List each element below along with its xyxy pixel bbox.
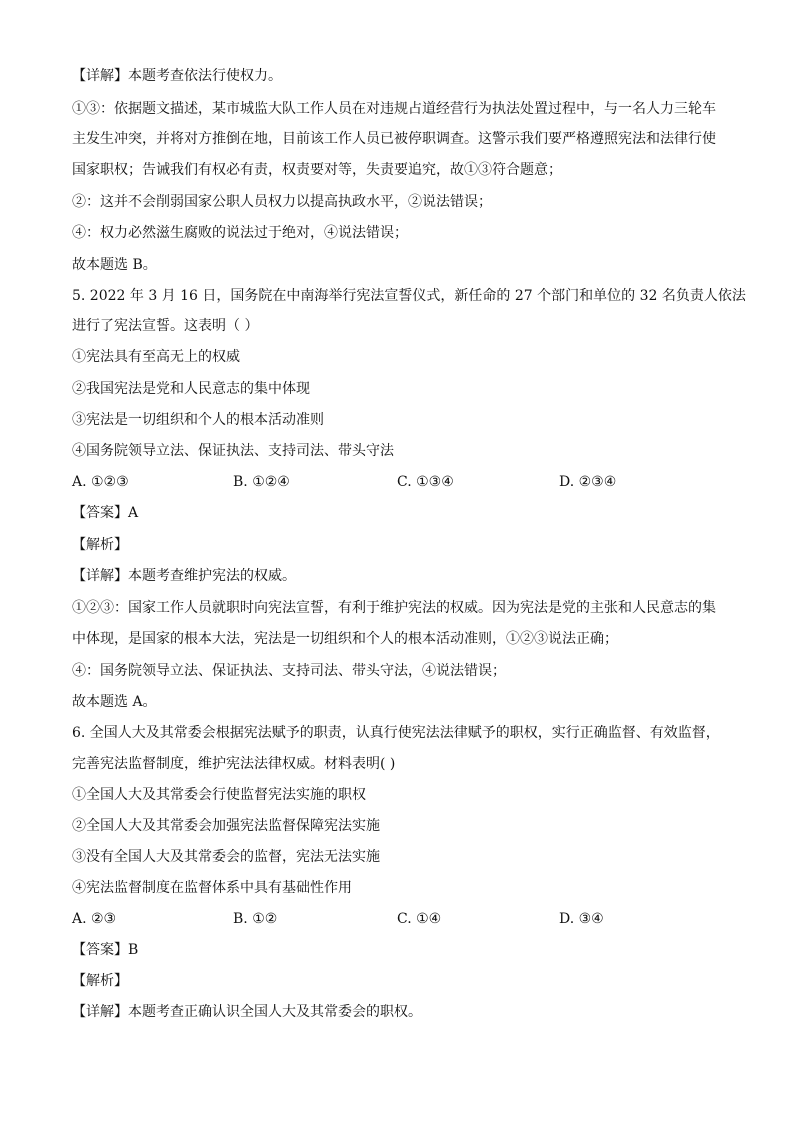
analysis-label: 【解析】 [72,537,128,553]
explanation-line: ②：这并不会削弱国家公职人员权力以提高执政水平，②说法错误； [72,194,492,210]
question-stem: 6. 全国人大及其常委会根据宪法赋予的职责，认真行使宪法法律赋予的职权，实行正确监督、有效监督， [72,725,720,741]
question-stem: 5. 2022 年 3 月 16 日，国务院在中南海举行宪法宣誓仪式，新任命的 27 个部门和单位的 32 名负责人依法 [72,288,746,304]
explanation-line: ④：国务院领导立法、保证执法、支持司法、带头守法，④说法错误； [72,663,506,679]
conclusion-text: 故本题选 A。 [72,694,157,710]
detail-heading: 【详解】本题考查正确认识全国人大及其常委会的职权。 [72,1004,422,1020]
option-a: A. ①②③ [72,474,129,490]
statement-3: ③宪法是一切组织和个人的根本活动准则 [72,412,324,428]
question-stem: 完善宪法监督制度，维护宪法法律权威。材料表明( ) [72,756,396,772]
analysis-label: 【解析】 [72,973,128,989]
statement-2: ②我国宪法是党和人民意志的集中体现 [72,381,310,397]
option-a: A. ②③ [72,911,117,927]
statement-4: ④宪法监督制度在监督体系中具有基础性作用 [72,880,352,896]
option-c: C. ①④ [397,911,442,927]
option-d: D. ②③④ [559,474,617,490]
explanation-line: 中体现，是国家的根本大法，宪法是一切组织和个人的根本活动准则，①②③说法正确； [72,631,618,647]
question-stem: 进行了宪法宣誓。这表明（ ） [72,318,259,334]
statement-4: ④国务院领导立法、保证执法、支持司法、带头守法 [72,443,394,459]
statement-1: ①全国人大及其常委会行使监督宪法实施的职权 [72,787,366,803]
detail-heading: 【详解】本题考查依法行使权力。 [72,68,282,84]
option-d: D. ③④ [559,911,604,927]
option-c: C. ①③④ [397,474,454,490]
option-b: B. ①②④ [233,474,290,490]
explanation-line: 主发生冲突，并将对方推倒在地，目前该工作人员已被停职调查。这警示我们要严格遵照宪法和法律行使 [72,131,716,147]
conclusion-text: 故本题选 B。 [72,257,157,273]
answer-label: 【答案】B [72,942,139,958]
detail-heading: 【详解】本题考查维护宪法的权威。 [72,568,296,584]
explanation-line: 国家职权；告诫我们有权必有责，权责要对等，失责要追究，故①③符合题意； [72,162,562,178]
answer-label: 【答案】A [72,505,139,521]
statement-1: ①宪法具有至高无上的权威 [72,349,240,365]
option-b: B. ①② [233,911,278,927]
statement-2: ②全国人大及其常委会加强宪法监督保障宪法实施 [72,818,380,834]
explanation-line: ①②③：国家工作人员就职时向宪法宣誓，有利于维护宪法的权威。因为宪法是党的主张和人民意志的集 [72,600,716,616]
explanation-line: ①③：依据题文描述，某市城监大队工作人员在对违规占道经营行为执法处置过程中，与一名人力三轮车 [72,101,716,117]
statement-3: ③没有全国人大及其常委会的监督，宪法无法实施 [72,849,380,865]
explanation-line: ④：权力必然滋生腐败的说法过于绝对，④说法错误； [72,225,408,241]
